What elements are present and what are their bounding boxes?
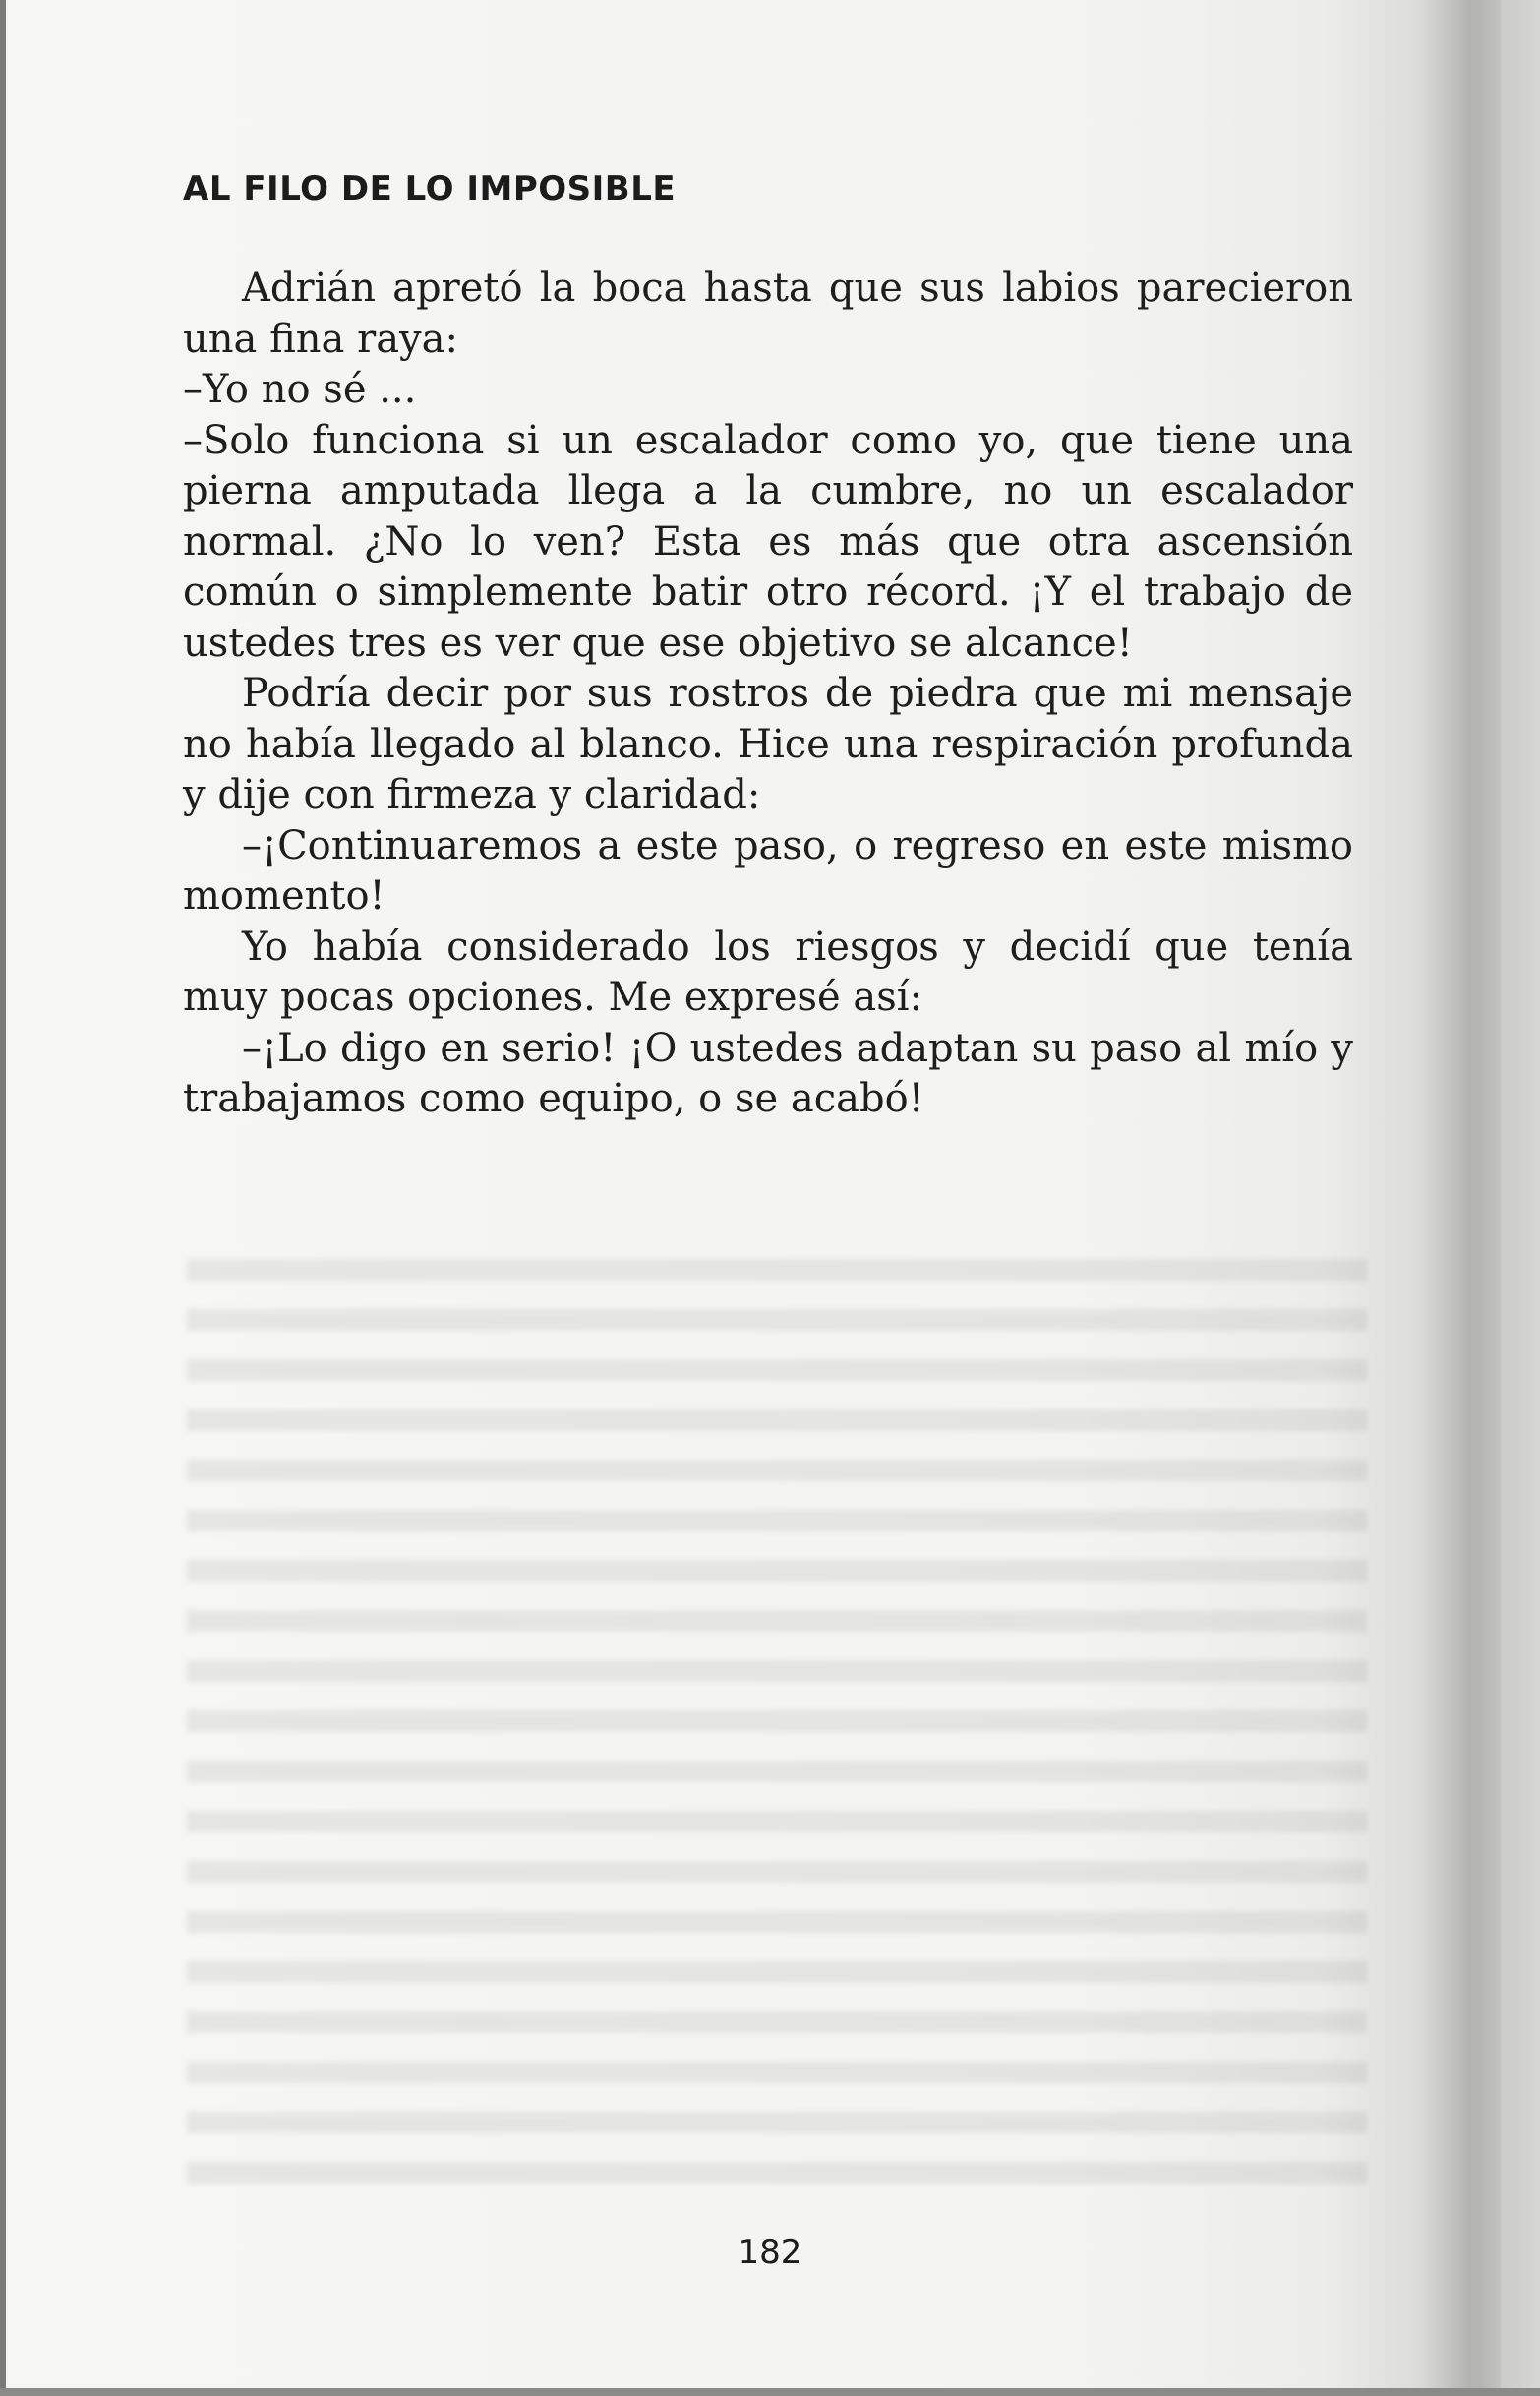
dialog-line: –Solo funciona si un escalador como yo, que tiene una pierna amputada llega a la cumbre, no un escalador normal. ¿No lo ven? Esta es más que otra ascensión común o simplemente batir otro récord. ¡Y el trabajo de ustedes tres es ver que ese objetivo se alcance! <box>183 417 1353 666</box>
running-head: AL FILO DE LO IMPOSIBLE <box>183 169 677 209</box>
page-left-edge <box>0 0 6 2396</box>
page-number: 182 <box>738 2233 802 2272</box>
paragraph: Podría decir por sus rostros de piedra que mi mensaje no había llegado al blanco. Hice una respiración profunda y dije con firmeza y claridad: <box>183 671 1353 817</box>
dialog-line: –Yo no sé ... <box>183 367 417 412</box>
page-bottom-edge <box>0 2388 1540 2396</box>
show-through-texture <box>187 1259 1367 2184</box>
gutter-shadow <box>1422 0 1501 2396</box>
dialog-line: –¡Lo digo en serio! ¡O ustedes adaptan su paso al mío y trabajamos como equipo, o se acabó! <box>183 1025 1353 1121</box>
paragraph: Yo había considerado los riesgos y decidí que tenía muy pocas opciones. Me expresé así: <box>183 924 1353 1020</box>
dialog-line: –¡Continuaremos a este paso, o regreso en este mismo momento! <box>183 822 1353 919</box>
paragraph: Adrián apretó la boca hasta que sus labios parecieron una fina raya: <box>183 266 1353 362</box>
body-text <box>183 264 1353 1125</box>
